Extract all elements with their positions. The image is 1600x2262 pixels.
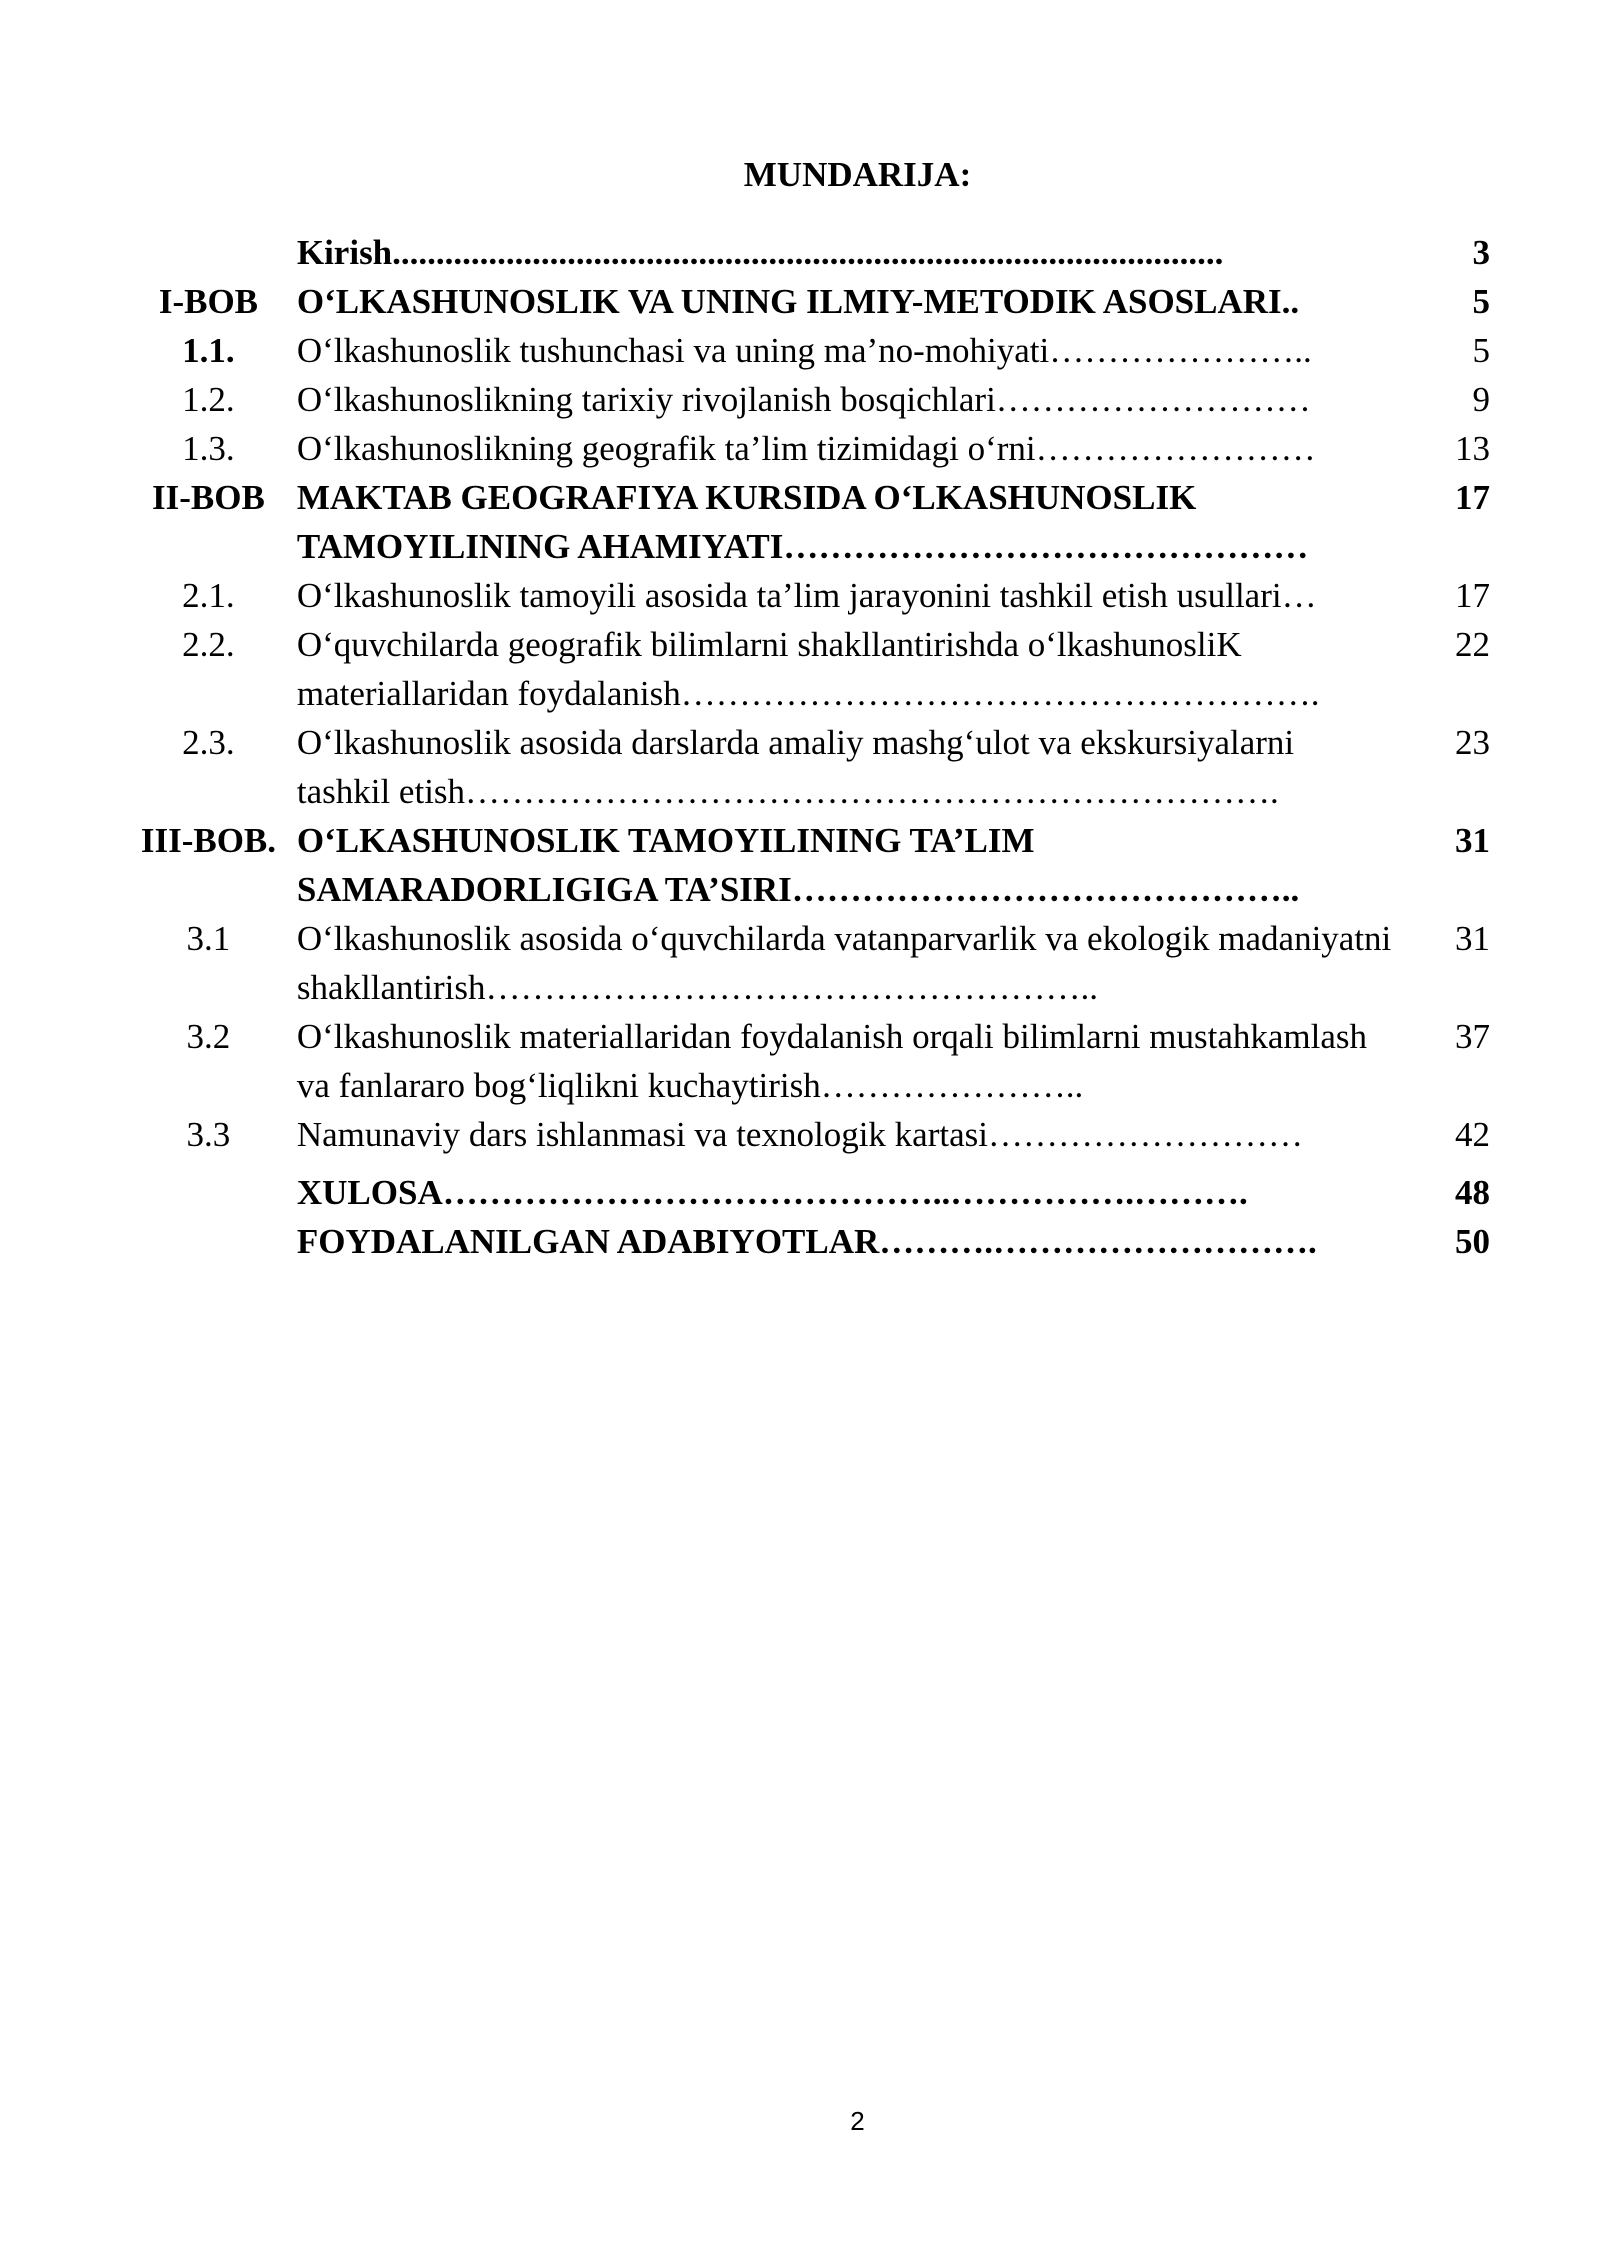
- toc-entry-page: 17: [1455, 576, 1490, 615]
- toc-entry-page: 9: [1472, 380, 1490, 419]
- toc-entry-title: XULOSA……………………………………..…………….……….: [296, 1173, 1248, 1212]
- page-title: MUNDARIJA:: [743, 155, 972, 194]
- toc-entry-number: 3.3: [186, 1115, 231, 1154]
- toc-entry-title: O‘lkashunoslik tamoyili asosida ta’lim jarayonini tashkil etish usullari…: [296, 576, 1317, 615]
- toc-entry-title: FOYDALANILGAN ADABIYOTLAR……….……………………….: [296, 1222, 1317, 1261]
- toc-entry: [120, 228, 1500, 277]
- toc-entry-title: Kirish...............................................................................................: [296, 233, 1224, 272]
- toc-entry: [120, 1159, 1500, 1217]
- toc-entry-number: 3.1: [186, 919, 231, 958]
- toc-entry-title: O‘lkashunoslik materiallaridan foydalanish orqali bilimlarni mustahkamlash va fanlararo bog‘liqlikni kuchaytirish…………………..: [296, 1017, 1368, 1105]
- toc-entry-number: I-BOB: [158, 282, 259, 321]
- toc-entry-title: O‘LKASHUNOSLIK VA UNING ILMIY-METODIK ASOSLARI..: [296, 282, 1300, 321]
- toc-entry-number: 1.1.: [182, 331, 235, 370]
- toc-entry-number: 1.3.: [182, 429, 235, 468]
- toc-entry-number: II-BOB: [152, 478, 265, 517]
- toc-entry-page: 31: [1455, 821, 1490, 860]
- toc-entry-page: 22: [1455, 625, 1490, 664]
- table-of-contents: [120, 228, 1500, 1266]
- toc-entry: [120, 816, 1500, 914]
- toc-entry-title: O‘lkashunoslik asosida o‘quvchilarda vatanparvarlik va ekologik madaniyatni shakllantirish……………………………………………..: [296, 919, 1392, 1007]
- toc-entry: [120, 571, 1500, 620]
- toc-entry-number: III-BOB.: [140, 821, 277, 860]
- toc-entry-page: 3: [1472, 233, 1490, 272]
- toc-entry-page: 13: [1455, 429, 1490, 468]
- toc-entry: [120, 1110, 1500, 1159]
- toc-entry-number: [120, 228, 297, 277]
- toc-entry: [120, 326, 1500, 375]
- toc-entry-title: O‘lkashunoslikning tarixiy rivojlanish bosqichlari………………………: [296, 380, 1311, 419]
- toc-entry-page: 23: [1455, 723, 1490, 762]
- toc-entry-number: [120, 1217, 297, 1266]
- toc-entry-number: [120, 1159, 297, 1217]
- toc-entry: [120, 473, 1500, 571]
- toc-entry-title: Namunaviy dars ishlanmasi va texnologik kartasi………………………: [296, 1115, 1303, 1154]
- toc-entry: [120, 914, 1500, 1012]
- toc-entry-number: 3.2: [186, 1017, 231, 1056]
- toc-entry-page: 31: [1455, 919, 1490, 958]
- toc-entry-number: 2.1.: [182, 576, 235, 615]
- toc-entry-number: 1.2.: [182, 380, 235, 419]
- toc-entry-title: O‘lkashunoslikning geografik ta’lim tizimidagi o‘rni……………………: [296, 429, 1316, 468]
- toc-entry-page: 5: [1472, 282, 1490, 321]
- toc-entry-page: 37: [1455, 1017, 1490, 1056]
- toc-entry-title: O‘lkashunoslik tushunchasi va uning ma’no-mohiyati…………………..: [296, 331, 1312, 370]
- toc-entry-page: 42: [1455, 1115, 1490, 1154]
- toc-entry: [120, 1012, 1500, 1110]
- toc-entry-page: 17: [1455, 478, 1490, 517]
- toc-entry-title: MAKTAB GEOGRAFIYA KURSIDA O‘LKASHUNOSLIK TAMOYILINING AHAMIYATI………………………………………: [296, 478, 1309, 566]
- toc-entry: [120, 424, 1500, 473]
- toc-entry: [120, 375, 1500, 424]
- toc-entry-title: O‘lkashunoslik asosida darslarda amaliy mashg‘ulot va ekskursiyalarni tashkil etish…………………………………………………………….: [296, 723, 1295, 811]
- toc-entry: [120, 277, 1500, 326]
- toc-entry: [120, 1217, 1500, 1266]
- toc-entry-title: O‘LKASHUNOSLIK TAMOYILINING TA’LIM SAMARADORLIGIGA TA’SIRI……………………………………..: [296, 821, 1300, 909]
- toc-entry-title: O‘quvchilarda geografik bilimlarni shakllantirishda o‘lkashunosliK materiallaridan foydalanish……………………………………………….: [296, 625, 1320, 713]
- toc-entry-page: 48: [1455, 1173, 1490, 1212]
- page-number: 2: [850, 2106, 865, 2136]
- toc-entry-page: 5: [1472, 331, 1490, 370]
- toc-entry: [120, 718, 1500, 816]
- toc-entry-number: 2.3.: [182, 723, 235, 762]
- toc-entry-number: 2.2.: [182, 625, 235, 664]
- toc-entry: [120, 620, 1500, 718]
- toc-entry-page: 50: [1455, 1222, 1490, 1261]
